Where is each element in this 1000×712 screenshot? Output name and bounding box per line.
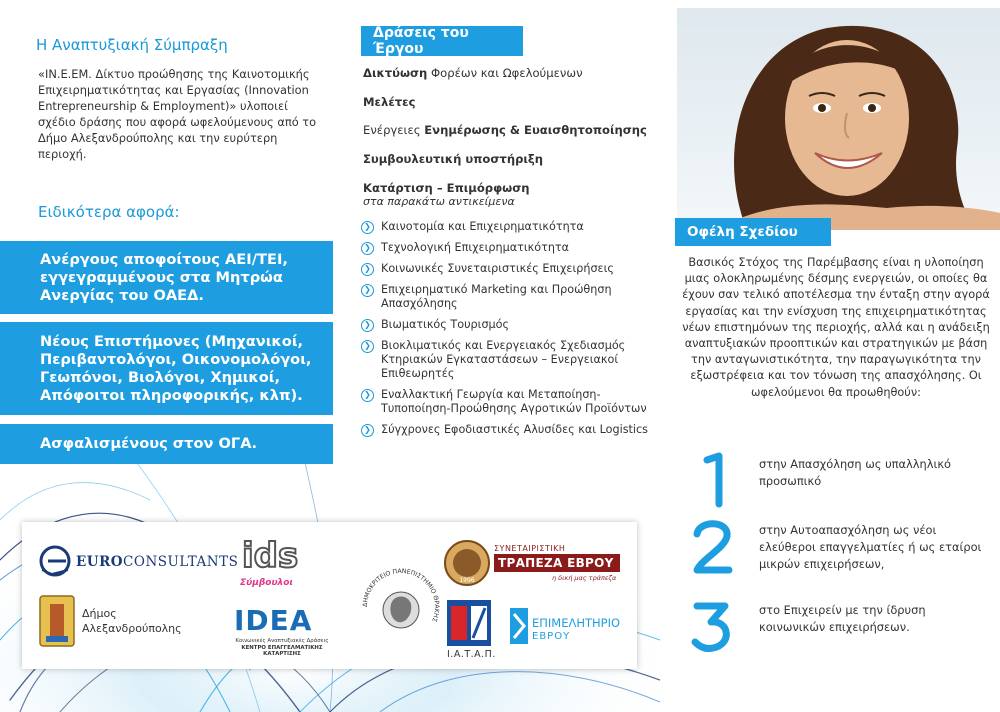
action-awareness: Ενέργειες Ενημέρωσης & Ευαισθητοποίησης: [363, 123, 647, 137]
training-note: στα παρακάτω αντικείμενα: [363, 195, 515, 208]
benefit-description: Βασικός Στόχος της Παρέμβασης είναι η υλοποίηση μιας ολοκληρωμένης δέσμης ενεργειών, οι οποίες θα έχουν σαν τελικό αποτέλεσμα την ένταξη στην αγορά εργασίας και την ενίσχυση της επιχειρηματικότητας νέων επιστημόνων της περιοχής, αλλά και η ανάδειξη αναπτυξιακών προοπτικών και στρατηγικών με βάση την ανταγωνιστικότητα, την παραγωγικότητα την εξωστρέφεια και τον τόνωση της απασχόλησης. Οι ωφελούμενοι θα προωθηθούν:: [682, 256, 990, 399]
target-group-oga-insured: Ασφαλισμένους στον ΟΓΑ.: [0, 424, 333, 464]
action-counseling: Συμβουλευτική υποστήριξη: [363, 152, 544, 166]
list-item: ❯ Βιοκλιματικός και Ενεργειακός Σχεδιασμός Κτηριακών Εγκαταστάσεων – Ενεργειακοί Επιθεωρητές: [361, 339, 661, 381]
municipality-alexandroupolis-logo: Δήμος Αλεξανδρούπολης: [38, 594, 198, 648]
number-two-icon: [689, 518, 735, 574]
number-three-icon: [689, 598, 735, 654]
outcome-social-enterprise: στο Επιχειρείν με την ίδρυση κοινωνικών επιχειρήσεων.: [759, 603, 926, 634]
target-group-young-scientists: Νέους Επιστήμονες (Μηχανικοί, Περιβαντολόγοι, Οικονομολόγοι, Γεωπόνοι, Βιολόγοι, Χημικοί, Απόφοιτοι πληροφορικής, κλπ).: [0, 322, 333, 415]
course-list: [361, 220, 661, 444]
outcome-self-employment: στην Αυτοαπασχόληση ως νέοι ελεύθεροι επαγγελματίες ή ως εταίροι μικρών επιχειρήσεων,: [759, 523, 982, 571]
idea-training-center-logo: IDEA Κοινωνικές Αναπτυξιακές Δράσεις ΚΕΝΤΡΟ ΕΠΑΓΓΕΛΜΑΤΙΚΗΣ ΚΑΤΑΡΤΙΣΗΣ: [234, 604, 329, 657]
partnership-intro: «IN.E.EM. Δίκτυο προώθησης της Καινοτομικής Επιχειρηματικότητας και Εργασίας (Innovation Entrepreneurship & Employment)» υλοποιεί σχέδιο δράσης που αφορά ωφελούμενους από το Δήμο Αλεξανδρούπολης και την ευρύτερη περιοχή.: [38, 67, 317, 161]
list-item: ❯ Τεχνολογική Επιχειρηματικότητα: [361, 241, 661, 255]
project-actions-heading: Δράσεις του Έργου: [361, 26, 523, 56]
municipality-crest-icon: [38, 594, 76, 648]
outcome-employment: στην Απασχόληση ως υπαλληλικό προσωπικό: [759, 457, 952, 488]
ids-consultants-logo: ids Σύμβουλοι: [240, 536, 299, 588]
arrow-circle-icon: ❯: [361, 242, 374, 255]
specifically-title: Ειδικότερα αφορά:: [38, 203, 180, 221]
cooperative-bank-evros-logo: 1996 ΣΥΝΕΤΑΙΡΙΣΤΙΚΗ ΤΡΑΠΕΖΑ ΕΒΡΟΥ η δική μας τράπεζα: [442, 532, 622, 596]
euroconsultants-logo: EUROCONSULTANTS: [38, 544, 218, 578]
svg-text:1996: 1996: [459, 577, 475, 584]
right-column: [667, 0, 1000, 712]
arrow-circle-icon: ❯: [361, 424, 374, 437]
list-item: ❯ Επιχειρηματικό Marketing και Προώθηση Απασχόλησης: [361, 283, 661, 311]
arrow-circle-icon: ❯: [361, 319, 374, 332]
chamber-emblem-icon: [508, 606, 530, 646]
democritus-university-logo: [358, 564, 444, 650]
bank-seal-icon: [442, 538, 492, 588]
svg-text:ΔΗΜΟΚΡΙΤΕΙΟ ΠΑΝΕΠΙΣΤΗΜΙΟ ΘΡΑΚΗ: ΔΗΜΟΚΡΙΤΕΙΟ ΠΑΝΕΠΙΣΤΗΜΙΟ ΘΡΑΚΗΣ: [361, 567, 441, 623]
euro-globe-icon: [38, 544, 74, 578]
partner-logos-panel: [22, 522, 637, 669]
list-item: ❯ Κοινωνικές Συνεταιριστικές Επιχειρήσεις: [361, 262, 661, 276]
target-group-unemployed-graduates: Ανέργους αποφοίτους ΑΕΙ/ΤΕΙ, εγγεγραμμένους στα Μητρώα Ανεργίας του ΟΑΕΔ.: [0, 241, 333, 314]
action-studies: Μελέτες: [363, 95, 416, 109]
iatap-logo: Ι.Α.Τ.Α.Π.: [445, 600, 497, 662]
list-item: ❯ Σύγχρονες Εφοδιαστικές Αλυσίδες και Logistics: [361, 423, 661, 437]
arrow-circle-icon: ❯: [361, 263, 374, 276]
partnership-title: Η Αναπτυξιακή Σύμπραξη: [36, 36, 228, 54]
arrow-circle-icon: ❯: [361, 284, 374, 297]
smiling-woman-photo: [677, 8, 1000, 230]
iatap-emblem-icon: [447, 600, 491, 646]
arrow-circle-icon: ❯: [361, 389, 374, 402]
list-item: ❯ Βιωματικός Τουρισμός: [361, 318, 661, 332]
arrow-circle-icon: ❯: [361, 221, 374, 234]
plan-benefits-heading: Οφέλη Σχεδίου: [675, 218, 831, 246]
evros-chamber-logo: ΕΠΙΜΕΛΗΤΗΡΙΟ ΕΒΡΟΥ: [508, 600, 626, 652]
arrow-circle-icon: ❯: [361, 340, 374, 353]
list-item: ❯ Καινοτομία και Επιχειρηματικότητα: [361, 220, 661, 234]
list-item: ❯ Εναλλακτική Γεωργία και Μεταποίηση-Τυποποίηση-Προώθησης Αγροτικών Προϊόντων: [361, 388, 661, 416]
action-training: Κατάρτιση – Επιμόρφωση: [363, 181, 530, 195]
action-networking: Δικτύωση Φορέων και Ωφελούμενων: [363, 66, 583, 80]
number-one-icon: [689, 452, 735, 508]
